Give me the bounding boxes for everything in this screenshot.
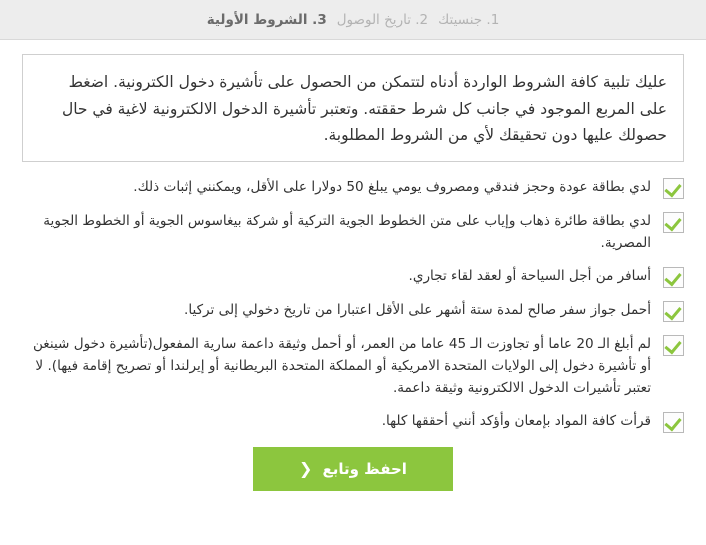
step-item-nationality[interactable]: 1. جنسيتك [438, 11, 500, 28]
step-indicator-bar [0, 0, 706, 40]
save-and-continue-label: احفظ وتابع [322, 460, 407, 479]
list-item[interactable] [22, 176, 684, 199]
checkbox-read-all-terms[interactable] [663, 412, 684, 433]
list-item-label: أسافر من أجل السياحة أو لعقد لقاء تجاري. [408, 268, 651, 284]
list-item[interactable] [22, 210, 684, 254]
checkbox-airline-ticket[interactable] [663, 212, 684, 233]
submit-row [22, 447, 684, 491]
checkbox-travel-purpose[interactable] [663, 267, 684, 288]
list-item[interactable] [22, 410, 684, 433]
save-and-continue-button[interactable] [253, 447, 453, 491]
list-item-label: أحمل جواز سفر صالح لمدة ستة أشهر على الأقل اعتبارا من تاريخ دخولي إلى تركيا. [184, 302, 651, 318]
list-item[interactable] [22, 299, 684, 322]
prerequisites-checklist [22, 176, 684, 433]
list-item-label: لدي بطاقة طائرة ذهاب وإياب على متن الخطوط الجوية التركية أو شركة بيغاسوس الجوية أو الخطوط الجوية المصرية. [43, 212, 651, 251]
checkbox-age-or-supporting-document[interactable] [663, 335, 684, 356]
list-item[interactable] [22, 265, 684, 288]
checkbox-return-ticket-funds[interactable] [663, 178, 684, 199]
chevron-left-icon: ❮ [299, 459, 313, 479]
list-item-label: قرأت كافة المواد بإمعان وأؤكد أنني أحققها كلها. [381, 413, 651, 430]
checkbox-passport-validity[interactable] [663, 301, 684, 322]
list-item-label: لدي بطاقة عودة وحجز فندقي ومصروف يومي يبلغ 50 دولارا على الأقل، ويمكنني إثبات ذلك. [133, 178, 651, 195]
step-item-prerequisites[interactable]: 3. الشروط الأولية [206, 11, 327, 28]
main-content [0, 40, 706, 491]
step-item-arrival-date[interactable]: 2. تاريخ الوصول [336, 11, 429, 28]
list-item[interactable] [22, 333, 684, 399]
instructions-box: عليك تلبية كافة الشروط الواردة أدناه لتتمكن من الحصول على تأشيرة دخول الكترونية. اضغط على المربع الموجود في جانب كل شرط حققته. وتعتبر تأشيرة الدخول الالكترونية لاغية في حال حصولك عليها دون تحقيقك لأي من الشروط المطلوبة. [22, 54, 684, 162]
list-item-label: لم أبلغ الـ 20 عاما أو تجاوزت الـ 45 عاما من العمر، أو أحمل وثيقة داعمة سارية المفعول(تأشيرة دخول شينغن أو تأشيرة دخول إلى الولايات المتحدة الامريكية أو المملكة المتحدة البريطانية أو إيرلندا أو تصريح إقامة فيها). لا تعتبر تأشيرات الدخول الالكترونية وثيقة داعمة. [32, 336, 651, 397]
